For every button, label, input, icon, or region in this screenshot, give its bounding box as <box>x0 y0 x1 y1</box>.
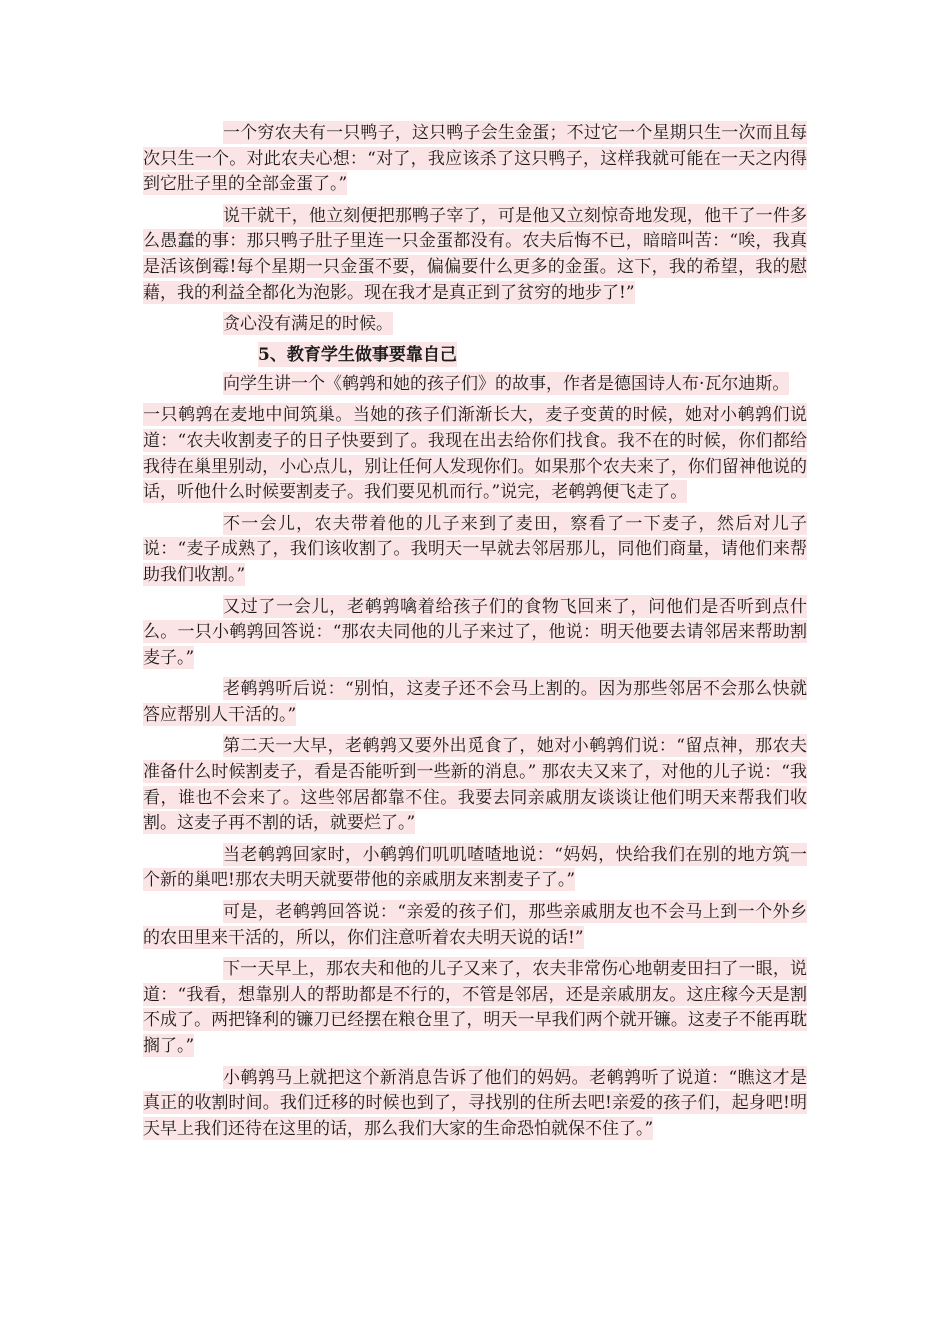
document-page <box>143 121 807 1148</box>
paragraph <box>143 843 807 894</box>
paragraph-text: 贪心没有满足的时候。 <box>223 314 393 335</box>
paragraph-text: 一个穷农夫有一只鸭子，这只鸭子会生金蛋；不过它一个星期只生一次而且每次只生一个。对此农夫心想：“对了，我应该杀了这只鸭子，这样我就可能在一天之内得到它肚子里的全部金蛋了。” <box>143 123 807 195</box>
paragraph <box>143 595 807 672</box>
paragraph <box>143 204 807 306</box>
paragraph-text: 下一天早上，那农夫和他的儿子又来了，农夫非常伤心地朝麦田扫了一眼，说道：“我看，想靠别人的帮助都是不行的，不管是邻居，还是亲戚朋友。这庄稼今天是割不成了。两把锋利的镰刀已经摆在粮仓里了，明天一早我们两个就开镰。这麦子不能再耽搁了。” <box>143 959 807 1056</box>
paragraph <box>143 121 807 198</box>
paragraph <box>143 900 807 951</box>
paragraph <box>143 1066 807 1143</box>
paragraph-text: 又过了一会儿，老鹌鹑噙着给孩子们的食物飞回来了，问他们是否听到点什么。一只小鹌鹑回答说：“那农夫同他的儿子来过了，他说：明天他要去请邻居来帮助割麦子。” <box>143 596 807 668</box>
paragraph-text: 当老鹌鹑回家时，小鹌鹑们叽叽喳喳地说：“妈妈，快给我们在别的地方筑一个新的巢吧!那农夫明天就要带他的亲戚朋友来割麦子了。” <box>143 844 807 891</box>
paragraph-text: 可是，老鹌鹑回答说：“亲爱的孩子们，那些亲戚朋友也不会马上到一个外乡的农田里来干活的，所以，你们注意听着农夫明天说的话!” <box>143 902 807 948</box>
paragraph <box>143 734 807 836</box>
paragraph <box>143 372 807 398</box>
paragraph-text: 老鹌鹑听后说：“别怕，这麦子还不会马上割的。因为那些邻居不会那么快就答应帮别人干活的。” <box>143 679 807 725</box>
paragraph <box>143 957 807 1059</box>
paragraph-text: 不一会儿，农夫带着他的儿子来到了麦田，察看了一下麦子，然后对儿子说：“麦子成熟了，我们该收割了。我明天一早就去邻居那儿，同他们商量，请他们来帮助我们收割。” <box>143 513 807 585</box>
paragraph-text: 向学生讲一个《鹌鹑和她的孩子们》的故事，作者是德国诗人布·瓦尔迪斯。 <box>223 373 790 394</box>
paragraph <box>143 312 807 338</box>
paragraph <box>143 403 807 505</box>
paragraph-text: 小鹌鹑马上就把这个新消息告诉了他们的妈妈。老鹌鹑听了说道：“瞧这才是真正的收割时间。我们迁移的时候也到了，寻找别的住所去吧!亲爱的孩子们，起身吧!明天早上我们还待在这里的话，那么我们大家的生命恐怕就保不住了。” <box>143 1067 807 1139</box>
section-heading <box>143 344 807 366</box>
section-heading-text: 5、教育学生做事要靠自己 <box>258 342 457 367</box>
paragraph-text: 第二天一大早，老鹌鹑又要外出觅食了，她对小鹌鹑们说：“留点神，那农夫准备什么时候割麦子，看是否能听到一些新的消息。” 那农夫又来了，对他的儿子说：“我看，谁也不会来了。这些邻居都靠不住。我要去同亲戚朋友谈谈让他们明天来帮我们收割。这麦子再不割的话，就要烂了。” <box>143 736 807 834</box>
paragraph-text: 说干就干，他立刻便把那鸭子宰了，可是他又立刻惊奇地发现，他干了一件多么愚蠢的事：那只鸭子肚子里连一只金蛋都没有。农夫后悔不已，暗暗叫苦：“唉，我真是活该倒霉!每个星期一只金蛋不要，偏偏要什么更多的金蛋。这下，我的希望，我的慰藉，我的利益全都化为泡影。现在我才是真正到了贫穷的地步了!” <box>143 205 807 303</box>
paragraph-text: 一只鹌鹑在麦地中间筑巢。当她的孩子们渐渐长大，麦子变黄的时候，她对小鹌鹑们说道：“农夫收割麦子的日子快要到了。我现在出去给你们找食。我不在的时候，你们都给我待在巢里别动，小心点儿，别让任何人发现你们。如果那个农夫来了，你们留神他说的话，听他什么时候要割麦子。我们要见机而行。”说完，老鹌鹑便飞走了。 <box>143 405 807 503</box>
paragraph <box>143 677 807 728</box>
paragraph <box>143 512 807 589</box>
